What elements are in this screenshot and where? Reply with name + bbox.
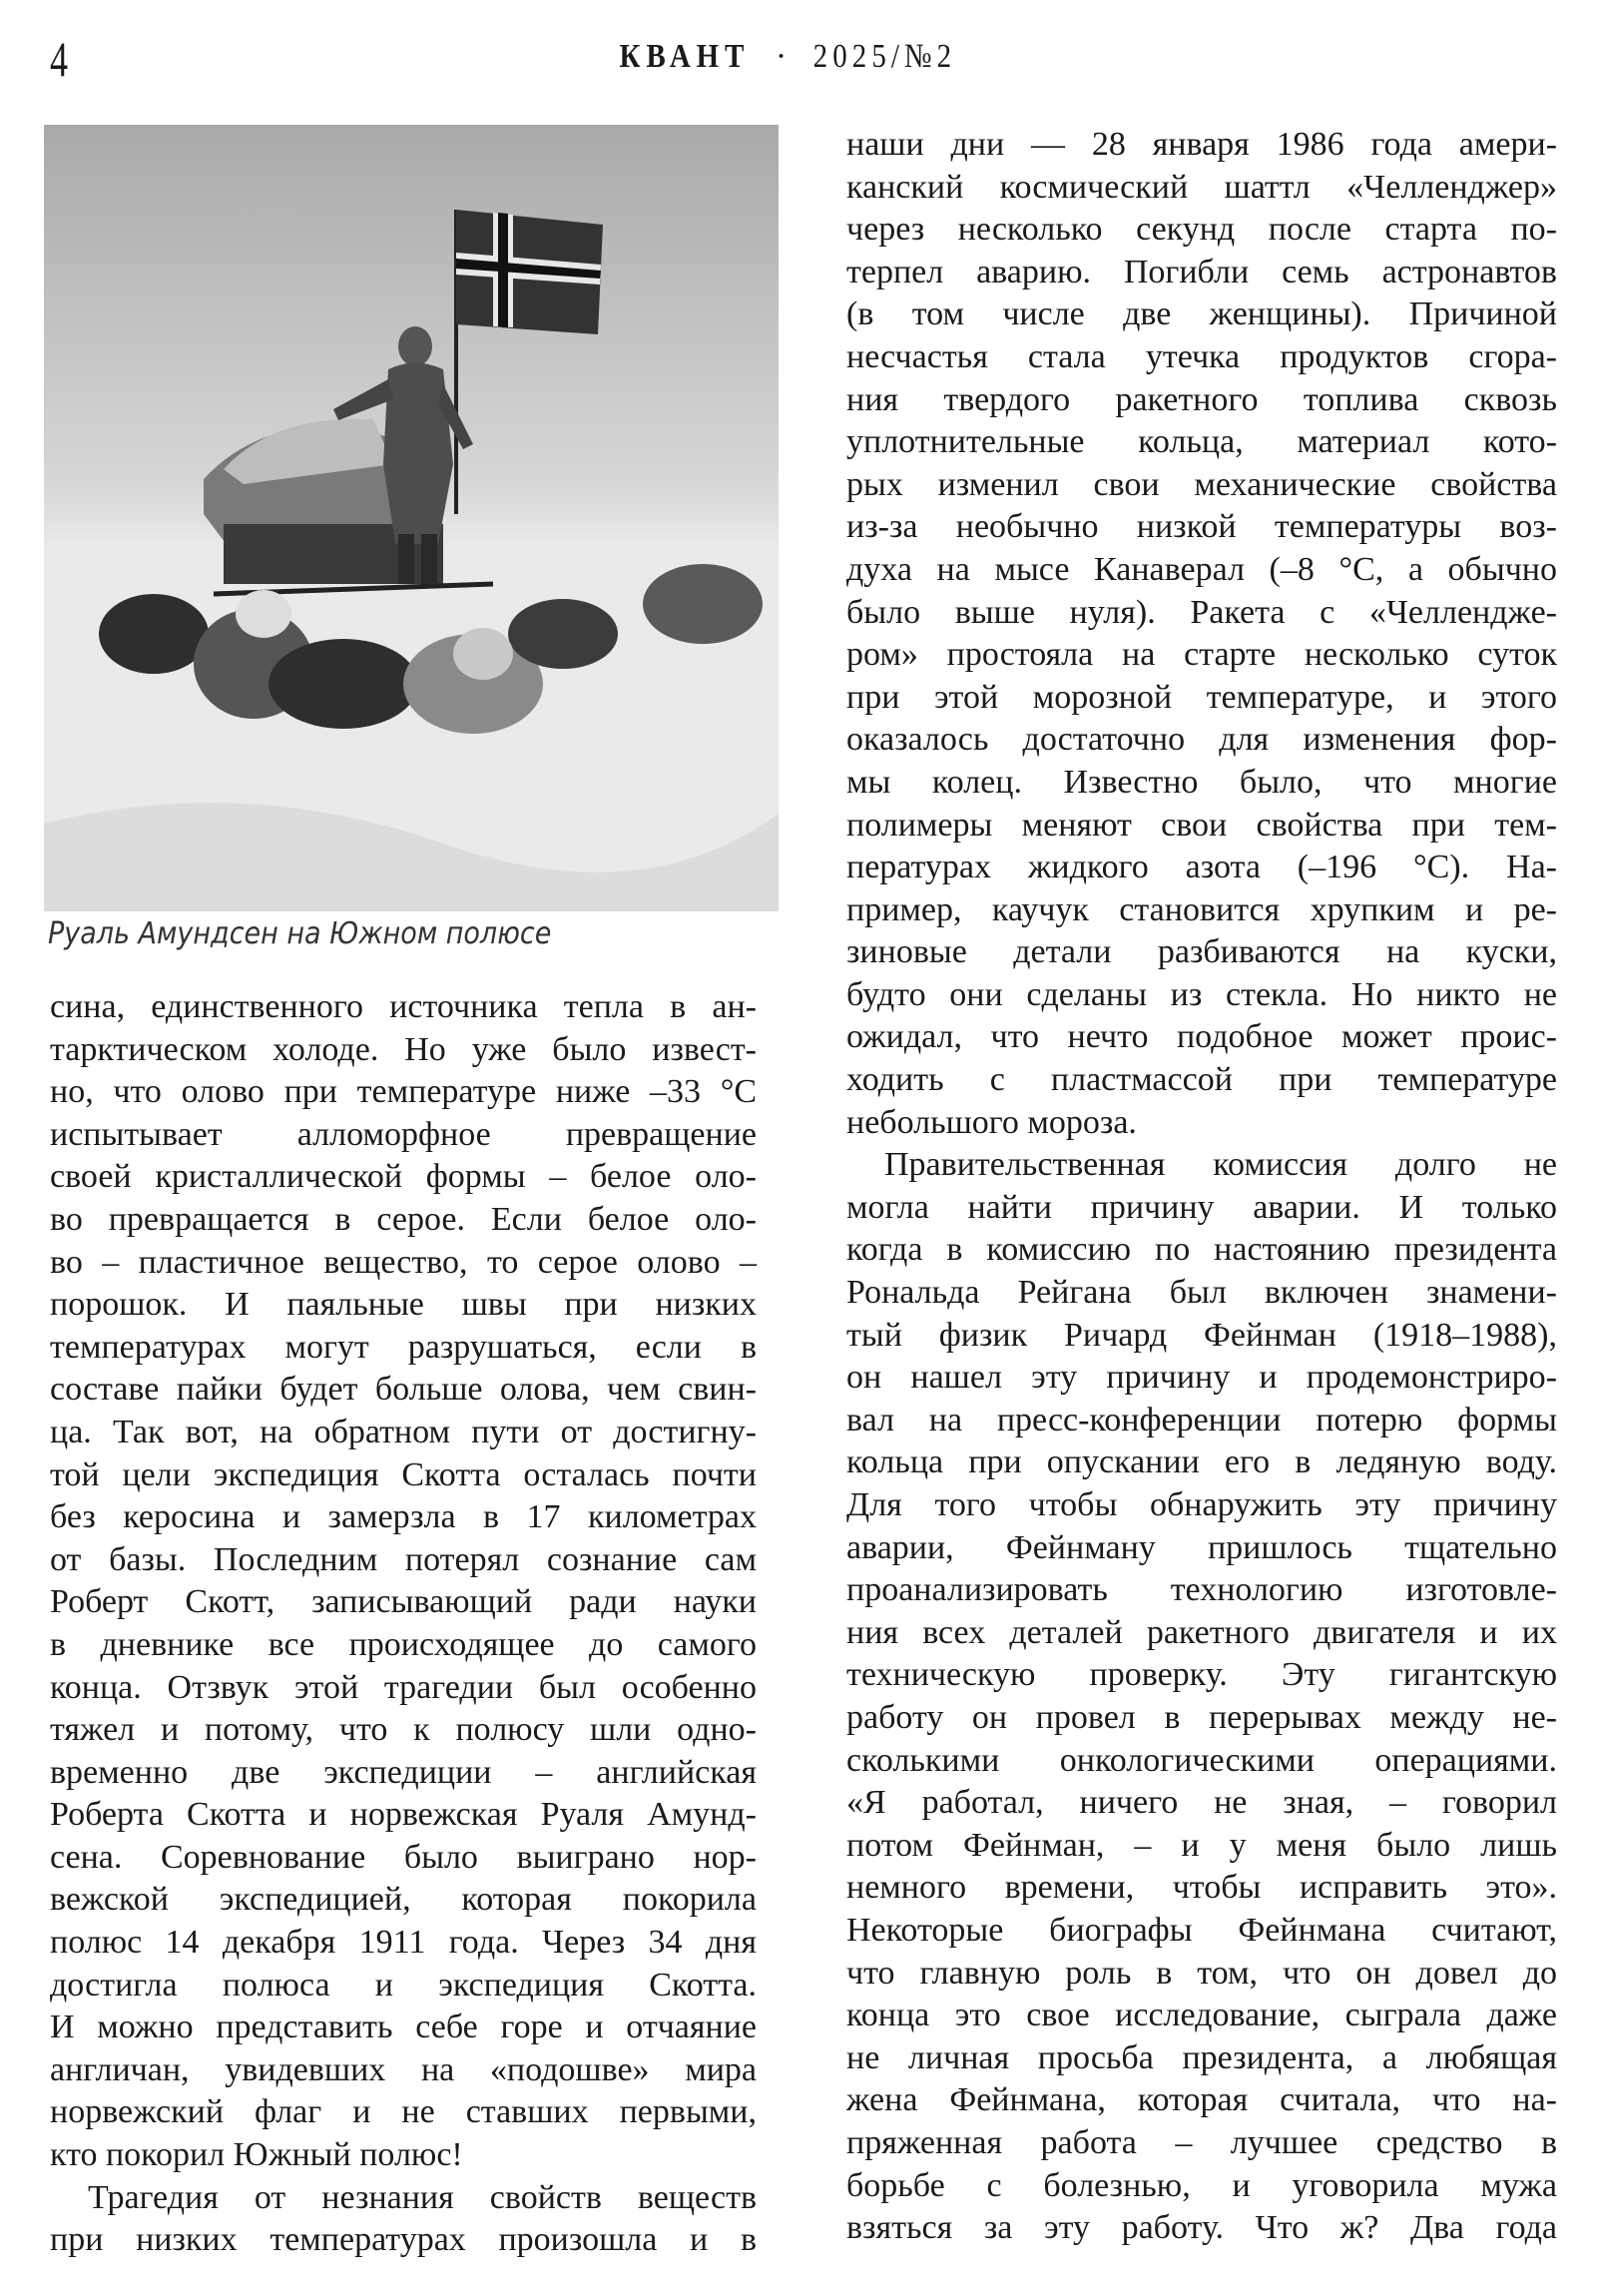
text-line: уплотнительные кольца, материал кото- <box>846 423 1557 461</box>
text-line: ния твердого ракетного топлива сквозь <box>846 380 1557 418</box>
text-line: было выше нуля). Ракета с «Челлендже- <box>846 593 1557 631</box>
text-line: мы колец. Известно было, что многие <box>846 763 1557 801</box>
text-line: во превращается в серое. Если белое оло- <box>50 1200 757 1238</box>
text-line: кто покорил Южный полюс! <box>50 2136 463 2174</box>
text-line: пример, каучук становится хрупким и ре- <box>846 890 1557 928</box>
text-line: англичан, увидевших на «подошве» мира <box>50 2050 757 2088</box>
text-line: Роберта Скотта и норвежская Руаля Амунд- <box>50 1796 757 1834</box>
text-line: рых изменил свои механические свойства <box>846 465 1557 503</box>
text-line: «Я работал, ничего не зная, – говорил <box>846 1784 1557 1822</box>
paragraph <box>50 986 757 2177</box>
text-line: при этой морозной температуре, и этого <box>846 678 1557 716</box>
text-line: той цели экспедиция Скотта осталась почти <box>50 1455 757 1493</box>
text-line: Роберт Скотт, записывающий ради науки <box>50 1583 757 1621</box>
text-line: Правительственная комиссия долго не <box>884 1146 1557 1184</box>
text-line: наши дни — 28 января 1986 года амери- <box>846 126 1557 163</box>
text-line: вежской экспедицией, которая покорила <box>50 1881 757 1919</box>
text-line: зиновые детали разбиваются на куски, <box>846 933 1557 971</box>
text-line: своей кристаллической формы – белое оло- <box>50 1158 757 1196</box>
text-line: составе пайки будет больше олова, чем свин- <box>50 1371 757 1409</box>
text-line: испытывает алломорфное превращение <box>50 1115 757 1153</box>
magazine-title: КВАНТ <box>619 38 751 75</box>
text-line: несчастья стала утечка продуктов сгора- <box>846 337 1557 375</box>
text-line: тарктическом холоде. Но уже было извест- <box>50 1030 757 1068</box>
text-line: пературах жидкого азота (–196 °С). На- <box>846 849 1557 886</box>
text-line: сколькими онкологическими операциями. <box>846 1741 1557 1779</box>
text-line: аварии, Фейнману пришлось тщательно <box>846 1528 1557 1566</box>
text-line: когда в комиссию по настоянию президента <box>846 1231 1557 1269</box>
text-line: ром» простояла на старте несколько суток <box>846 636 1557 674</box>
text-line: канский космический шаттл «Челленджер» <box>846 168 1557 206</box>
text-line: порошок. И паяльные швы при низких <box>50 1286 757 1324</box>
text-line: борьбе с болезнью, и уговорила мужа <box>846 2166 1557 2204</box>
text-line: ходить с пластмассой при температуре <box>846 1061 1557 1099</box>
text-line: достигла полюса и экспедиция Скотта. <box>50 1966 757 2004</box>
text-line: температурах могут разрушаться, если в <box>50 1328 757 1366</box>
text-line: он нашел эту причину и продемонстриро- <box>846 1359 1557 1397</box>
text-line: кольца при опускании его в ледяную воду. <box>846 1443 1557 1481</box>
text-line: (в том числе две женщины). Причиной <box>846 295 1557 333</box>
text-line: в дневнике все происходящее до самого <box>50 1625 757 1663</box>
text-line: оказалось достаточно для изменения фор- <box>846 721 1557 759</box>
text-line: терпел аварию. Погибли семь астронавтов <box>846 253 1557 290</box>
text-line: тый физик Ричард Фейнман (1918–1988), <box>846 1316 1557 1354</box>
paragraph <box>50 2177 757 2262</box>
text-line: работу он провел в перерывах между не- <box>846 1698 1557 1736</box>
text-line: потом Фейнман, – и у меня было лишь <box>846 1826 1557 1864</box>
text-line: Трагедия от незнания свойств веществ <box>88 2178 757 2216</box>
text-line: небольшого мороза. <box>846 1103 1137 1141</box>
text-line: во – пластичное вещество, то серое олово – <box>50 1243 757 1281</box>
text-line: сина, единственного источника тепла в ан- <box>50 988 757 1025</box>
text-line: при низких температурах произошла и в <box>50 2221 757 2259</box>
text-line: полюс 14 декабря 1911 года. Через 34 дня <box>50 1924 757 1962</box>
text-line: что главную роль в том, что он довел до <box>846 1954 1557 1992</box>
norwegian-flag <box>456 210 603 334</box>
text-line: взяться за эту работу. Что ж? Два года <box>846 2209 1557 2247</box>
text-line: сена. Соревнование было выиграно нор- <box>50 1838 757 1876</box>
text-line: ца. Так вот, на обратном пути от достигну- <box>50 1413 757 1450</box>
paragraph <box>846 1144 1557 2249</box>
text-line: вал на пресс-конференции потерю формы <box>846 1401 1557 1438</box>
amundsen-south-pole-photo <box>44 125 779 911</box>
text-line: жена Фейнмана, которая считала, что на- <box>846 2081 1557 2119</box>
header-separator: · <box>775 38 788 75</box>
photo-caption: Руаль Амундсен на Южном полюсе <box>48 916 552 951</box>
text-line: конца. Отзвук этой трагедии был особенно <box>50 1668 757 1706</box>
text-line: без керосина и замерзла в 17 километрах <box>50 1498 757 1536</box>
text-line: но, что олово при температуре ниже –33 °С <box>50 1073 757 1111</box>
text-line: временно две экспедиции – английская <box>50 1753 757 1791</box>
text-line: будто они сделаны из стекла. Но никто не <box>846 975 1557 1013</box>
text-line: техническую проверку. Эту гигантскую <box>846 1656 1557 1694</box>
text-line: проанализировать технологию изготовле- <box>846 1571 1557 1609</box>
text-line: немного времени, чтобы исправить это». <box>846 1869 1557 1907</box>
text-line: ожидал, что нечто подобное может проис- <box>846 1018 1557 1056</box>
paragraph <box>846 124 1557 1144</box>
text-line: Рональда Рейгана был включен знамени- <box>846 1274 1557 1312</box>
text-line: от базы. Последним потерял сознание сам <box>50 1540 757 1578</box>
text-line: через несколько секунд после старта по- <box>846 211 1557 249</box>
text-line: не личная просьба президента, а любящая <box>846 2038 1557 2076</box>
issue-number: 2025/№2 <box>812 38 957 75</box>
text-line: могла найти причину аварии. И только <box>846 1188 1557 1226</box>
text-line: полимеры меняют свои свойства при тем- <box>846 806 1557 844</box>
left-column <box>50 986 757 2262</box>
text-line: ния всех деталей ракетного двигателя и их <box>846 1613 1557 1651</box>
text-line: Для того чтобы обнаружить эту причину <box>846 1486 1557 1523</box>
text-line: пряженная работа – лучшее средство в <box>846 2123 1557 2161</box>
text-line: тяжел и потому, что к полюсу шли одно- <box>50 1711 757 1749</box>
running-head <box>0 38 1577 76</box>
text-line: Некоторые биографы Фейнмана считают, <box>846 1911 1557 1949</box>
text-line: И можно представить себе горе и отчаяние <box>50 2009 757 2046</box>
right-column <box>846 124 1557 2250</box>
page-number: 4 <box>50 31 68 87</box>
text-line: конца это свое исследование, сыграла даже <box>846 1997 1557 2034</box>
text-line: норвежский флаг и не ставших первыми, <box>50 2093 757 2131</box>
text-line: духа на мысе Канаверал (–8 °С, а обычно <box>846 550 1557 588</box>
text-line: из-за необычно низкой температуры воз- <box>846 508 1557 546</box>
